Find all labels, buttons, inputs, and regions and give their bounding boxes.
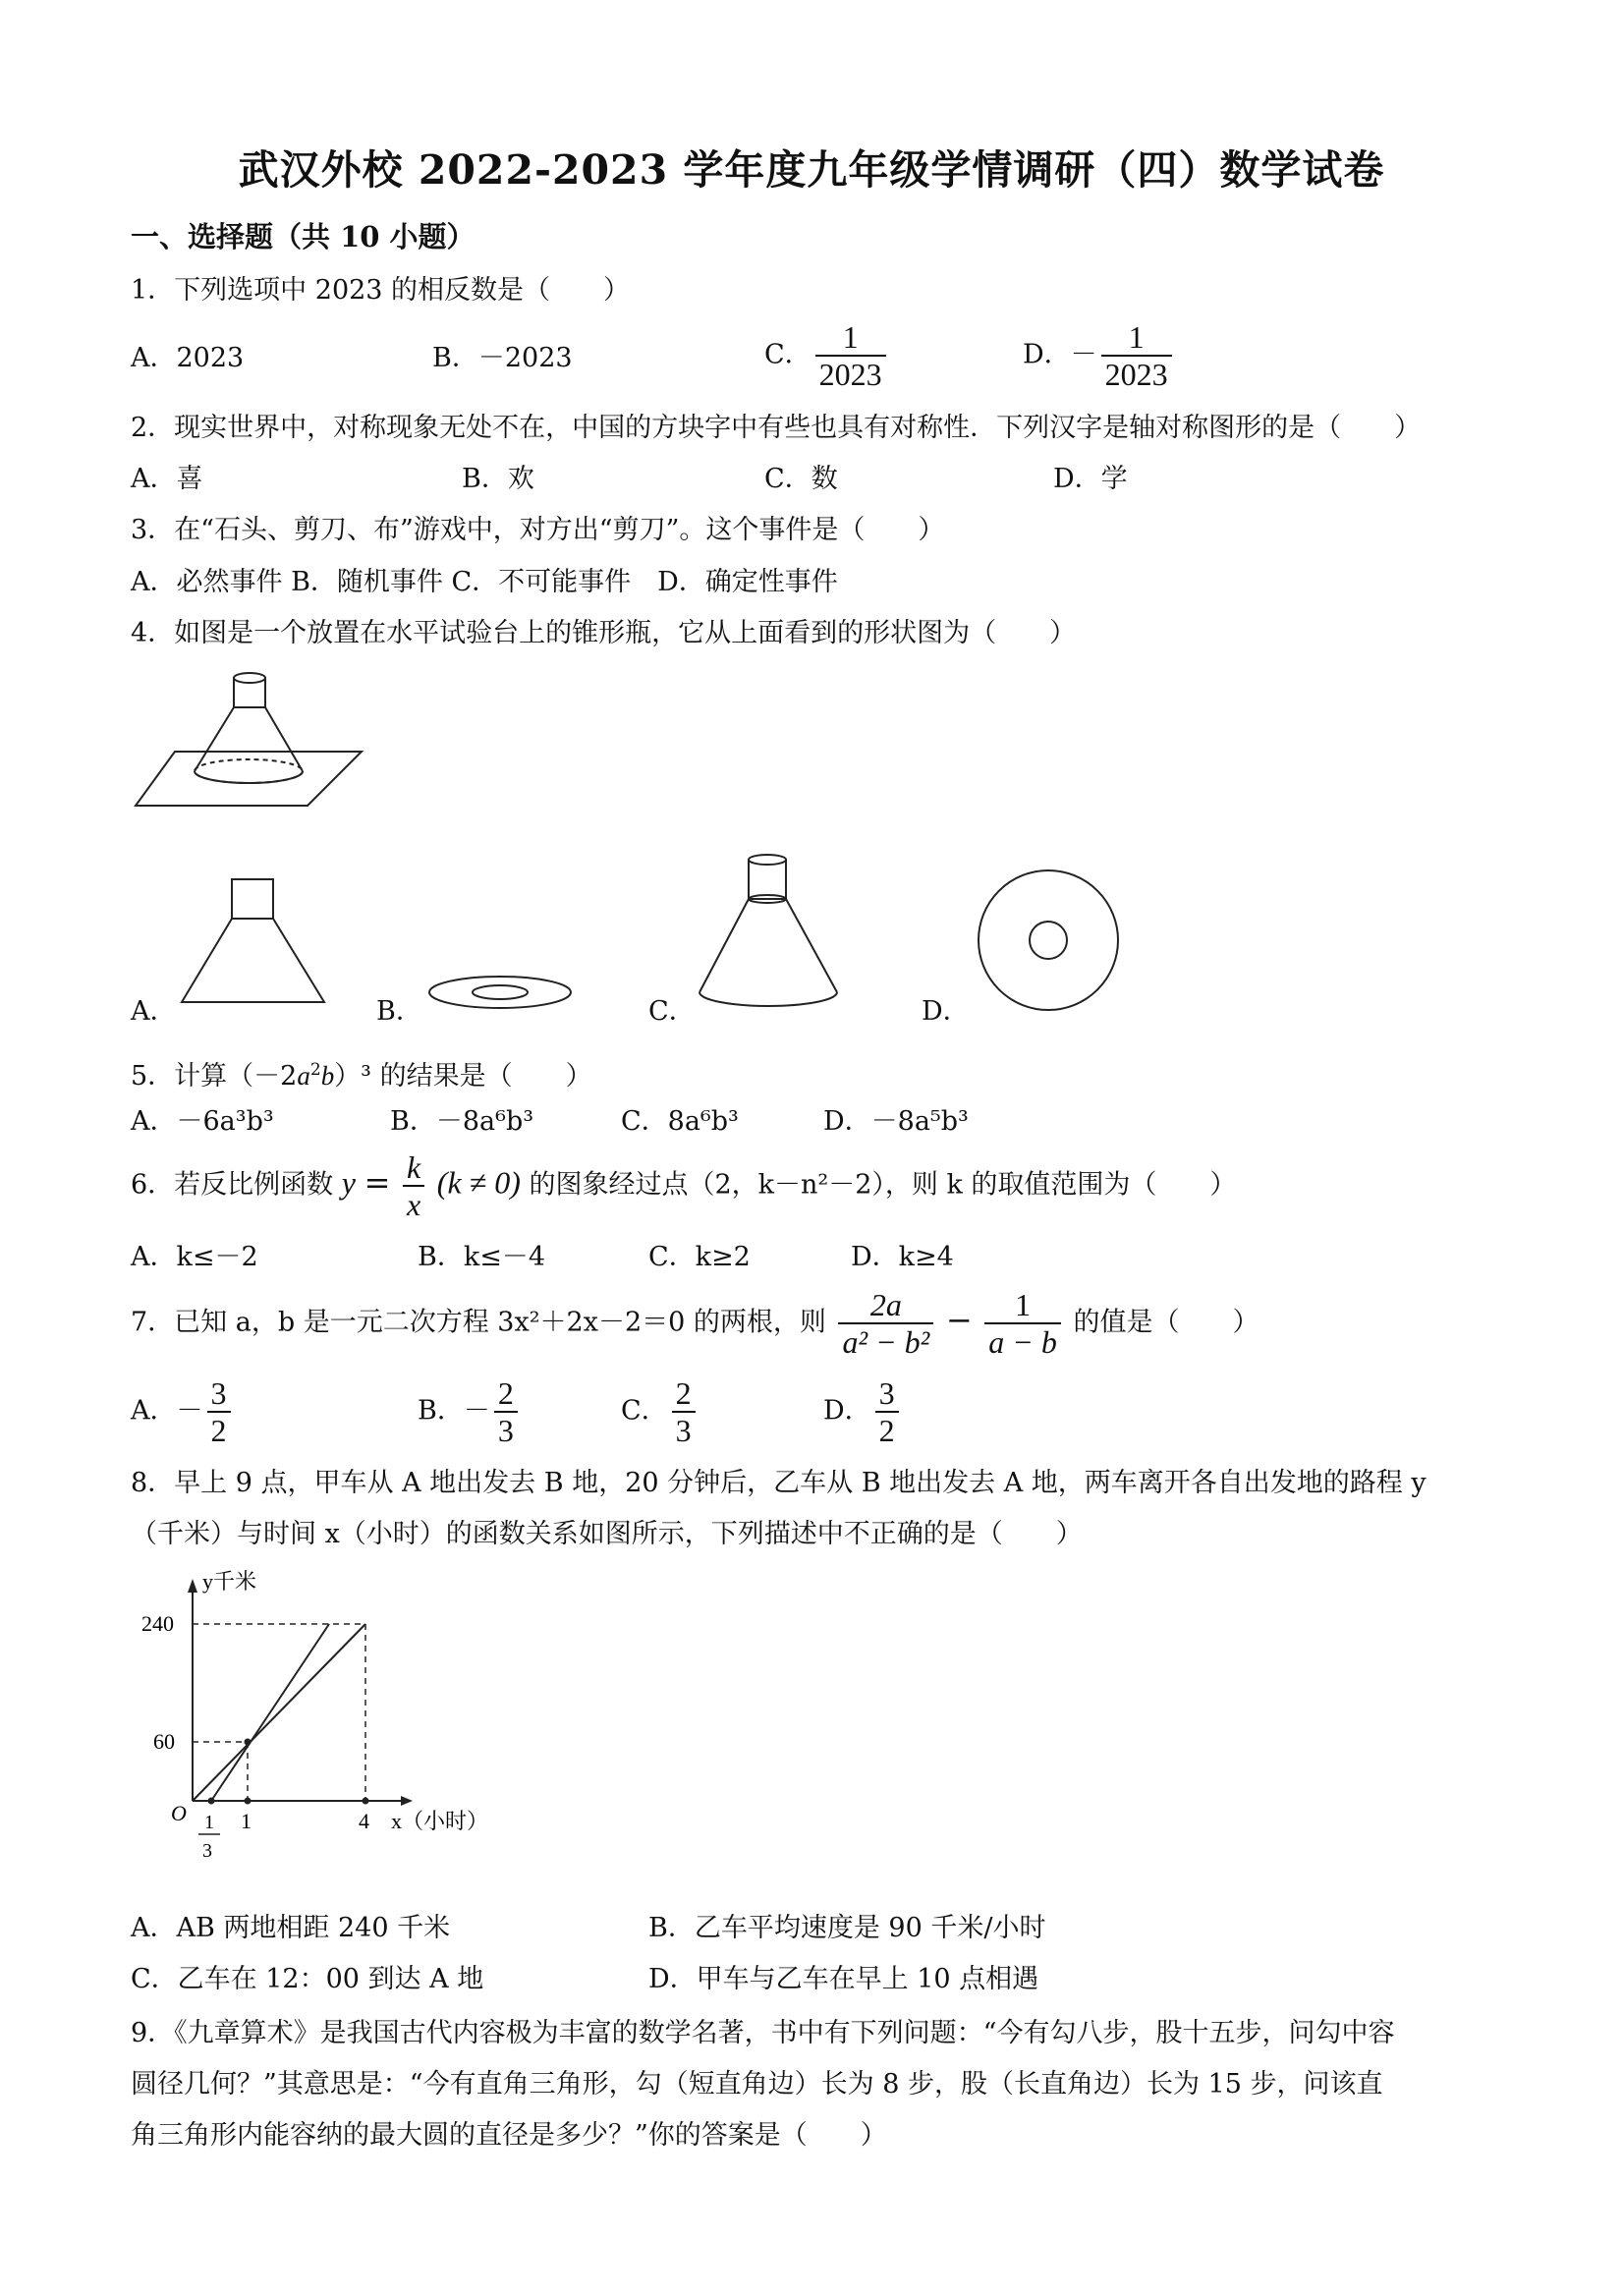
q9-stem-line1: 9．《九章算术》是我国古代内容极为丰富的数学名著，书中有下列问题：“今有勾八步，股十五步，问勾中容 — [131, 2018, 1395, 2048]
q4-option-d: D． — [922, 996, 970, 1027]
q4-option-b-figure — [424, 968, 577, 1017]
q1-option-a: A．2023 — [131, 343, 245, 373]
exam-title: 武汉外校 2022-2023 学年度九年级学情调研（四）数学试卷 — [238, 146, 1385, 194]
q8-distance-time-graph — [138, 1567, 511, 1881]
tick-one-third-den: 3 — [202, 1840, 212, 1862]
q2-option-d: D．学 — [1053, 464, 1128, 494]
q8-option-b: B．乙车平均速度是 90 千米/小时 — [648, 1913, 1046, 1943]
q8-stem-line2: （千米）与时间 x（小时）的函数关系如图所示，下列描述中不正确的是（ ） — [131, 1519, 1083, 1549]
q4-stem: 4．如图是一个放置在水平试验台上的锥形瓶，它从上面看到的形状图为（ ） — [131, 618, 1077, 648]
car-a-line — [193, 1624, 365, 1801]
q2-option-b: B．欢 — [462, 464, 534, 494]
flask-on-table-figure — [131, 663, 371, 811]
q8-stem-line1: 8．早上 9 点，甲车从 A 地出发去 B 地，20 分钟后，乙车从 B 地出发去 A 地，两车离开各自出发地的路程 y — [131, 1468, 1427, 1498]
q2-stem: 2．现实世界中，对称现象无处不在，中国的方块字中有些也具有对称性．下列汉字是轴对称图形的是（ ） — [131, 413, 1422, 443]
q4-option-a-figure — [177, 874, 334, 1012]
q6-option-c: C．k≥2 — [648, 1242, 751, 1272]
q6-stem: 6．若反比例函数 y = $\frac{k}{x}$ (k ≠ 0) 的图象经过点（2，k－n²－2），则 k 的取值范围为（ ） — [131, 1149, 1237, 1222]
tick-60: 60 — [153, 1729, 175, 1754]
q7-option-a: A．－ $\frac{3}{2}$ — [131, 1375, 235, 1448]
q7-option-d: D． $\frac{3}{2}$ — [823, 1375, 903, 1448]
q1-option-d: D．－ $\frac{1}{2023}$ — [1023, 319, 1176, 392]
car-b-line — [211, 1624, 329, 1801]
q5-option-c: C．8a⁶b³ — [621, 1106, 739, 1137]
q8-option-d: D．甲车与乙车在早上 10 点相遇 — [648, 1964, 1039, 1994]
q7-option-c: C． $\frac{2}{3}$ — [621, 1375, 700, 1448]
q6-option-a: A．k≤－2 — [131, 1242, 258, 1272]
tick-240: 240 — [141, 1611, 174, 1636]
tick-1: 1 — [241, 1809, 252, 1833]
q5-option-b: B．－8a⁶b³ — [390, 1106, 534, 1137]
q9-stem-line3: 角三角形内能容纳的最大圆的直径是多少？”你的答案是（ ） — [131, 2120, 887, 2151]
q8-option-a: A．AB 两地相距 240 千米 — [131, 1913, 451, 1943]
tick-one-third-num: 1 — [204, 1812, 214, 1833]
q5-option-a: A．－6a³b³ — [131, 1106, 274, 1137]
q7-stem: 7．已知 a，b 是一元二次方程 3x²＋2x－2＝0 的两根，则 $\frac{2a}{\text{a² − b²}}$ − $\frac{1}{a - b}$ 的值是（ ） — [131, 1287, 1259, 1360]
q4-option-b: B． — [376, 996, 422, 1027]
q6-option-d: D．k≥4 — [851, 1242, 954, 1272]
q9-stem-line2: 圆径几何？”其意思是：“今有直角三角形，勾（短直角边）长为 8 步，股（长直角边）长为 15 步，问该直 — [131, 2069, 1383, 2100]
x-axis-label: x（小时） — [391, 1809, 489, 1833]
q2-option-c: C．数 — [764, 464, 838, 494]
q6-option-b: B．k≤－4 — [418, 1242, 546, 1272]
q5-option-d: D．－8a⁵b³ — [823, 1106, 969, 1137]
q4-option-a: A． — [131, 996, 177, 1027]
q8-option-c: C．乙车在 12：00 到达 A 地 — [131, 1964, 484, 1994]
q1-option-b: B．－2023 — [432, 343, 573, 373]
q7-option-b: B．－ $\frac{2}{3}$ — [418, 1375, 522, 1448]
q4-option-c-figure — [688, 850, 850, 1017]
y-axis-label: y千米 — [202, 1569, 257, 1594]
q2-option-a: A．喜 — [131, 464, 203, 494]
origin-label: O — [171, 1801, 187, 1825]
q4-option-d-figure — [973, 865, 1125, 1017]
q3-stem: 3．在“石头、剪刀、布”游戏中，对方出“剪刀”。这个事件是（ ） — [131, 515, 945, 545]
q1-option-c: C． $\frac{1}{2023}$ — [764, 319, 890, 392]
q5-stem: 5．计算$(-2a^2b)^3$ 的结果是（ ） — [131, 1060, 592, 1092]
tick-4: 4 — [359, 1809, 369, 1833]
q4-option-c: C． — [648, 996, 696, 1027]
q1-stem: 1．下列选项中 2023 的相反数是（ ） — [131, 275, 631, 306]
section-heading: 一、选择题（共 10 小题） — [131, 220, 476, 253]
q3-options: A．必然事件 B．随机事件 C．不可能事件 D．确定性事件 — [131, 567, 838, 597]
